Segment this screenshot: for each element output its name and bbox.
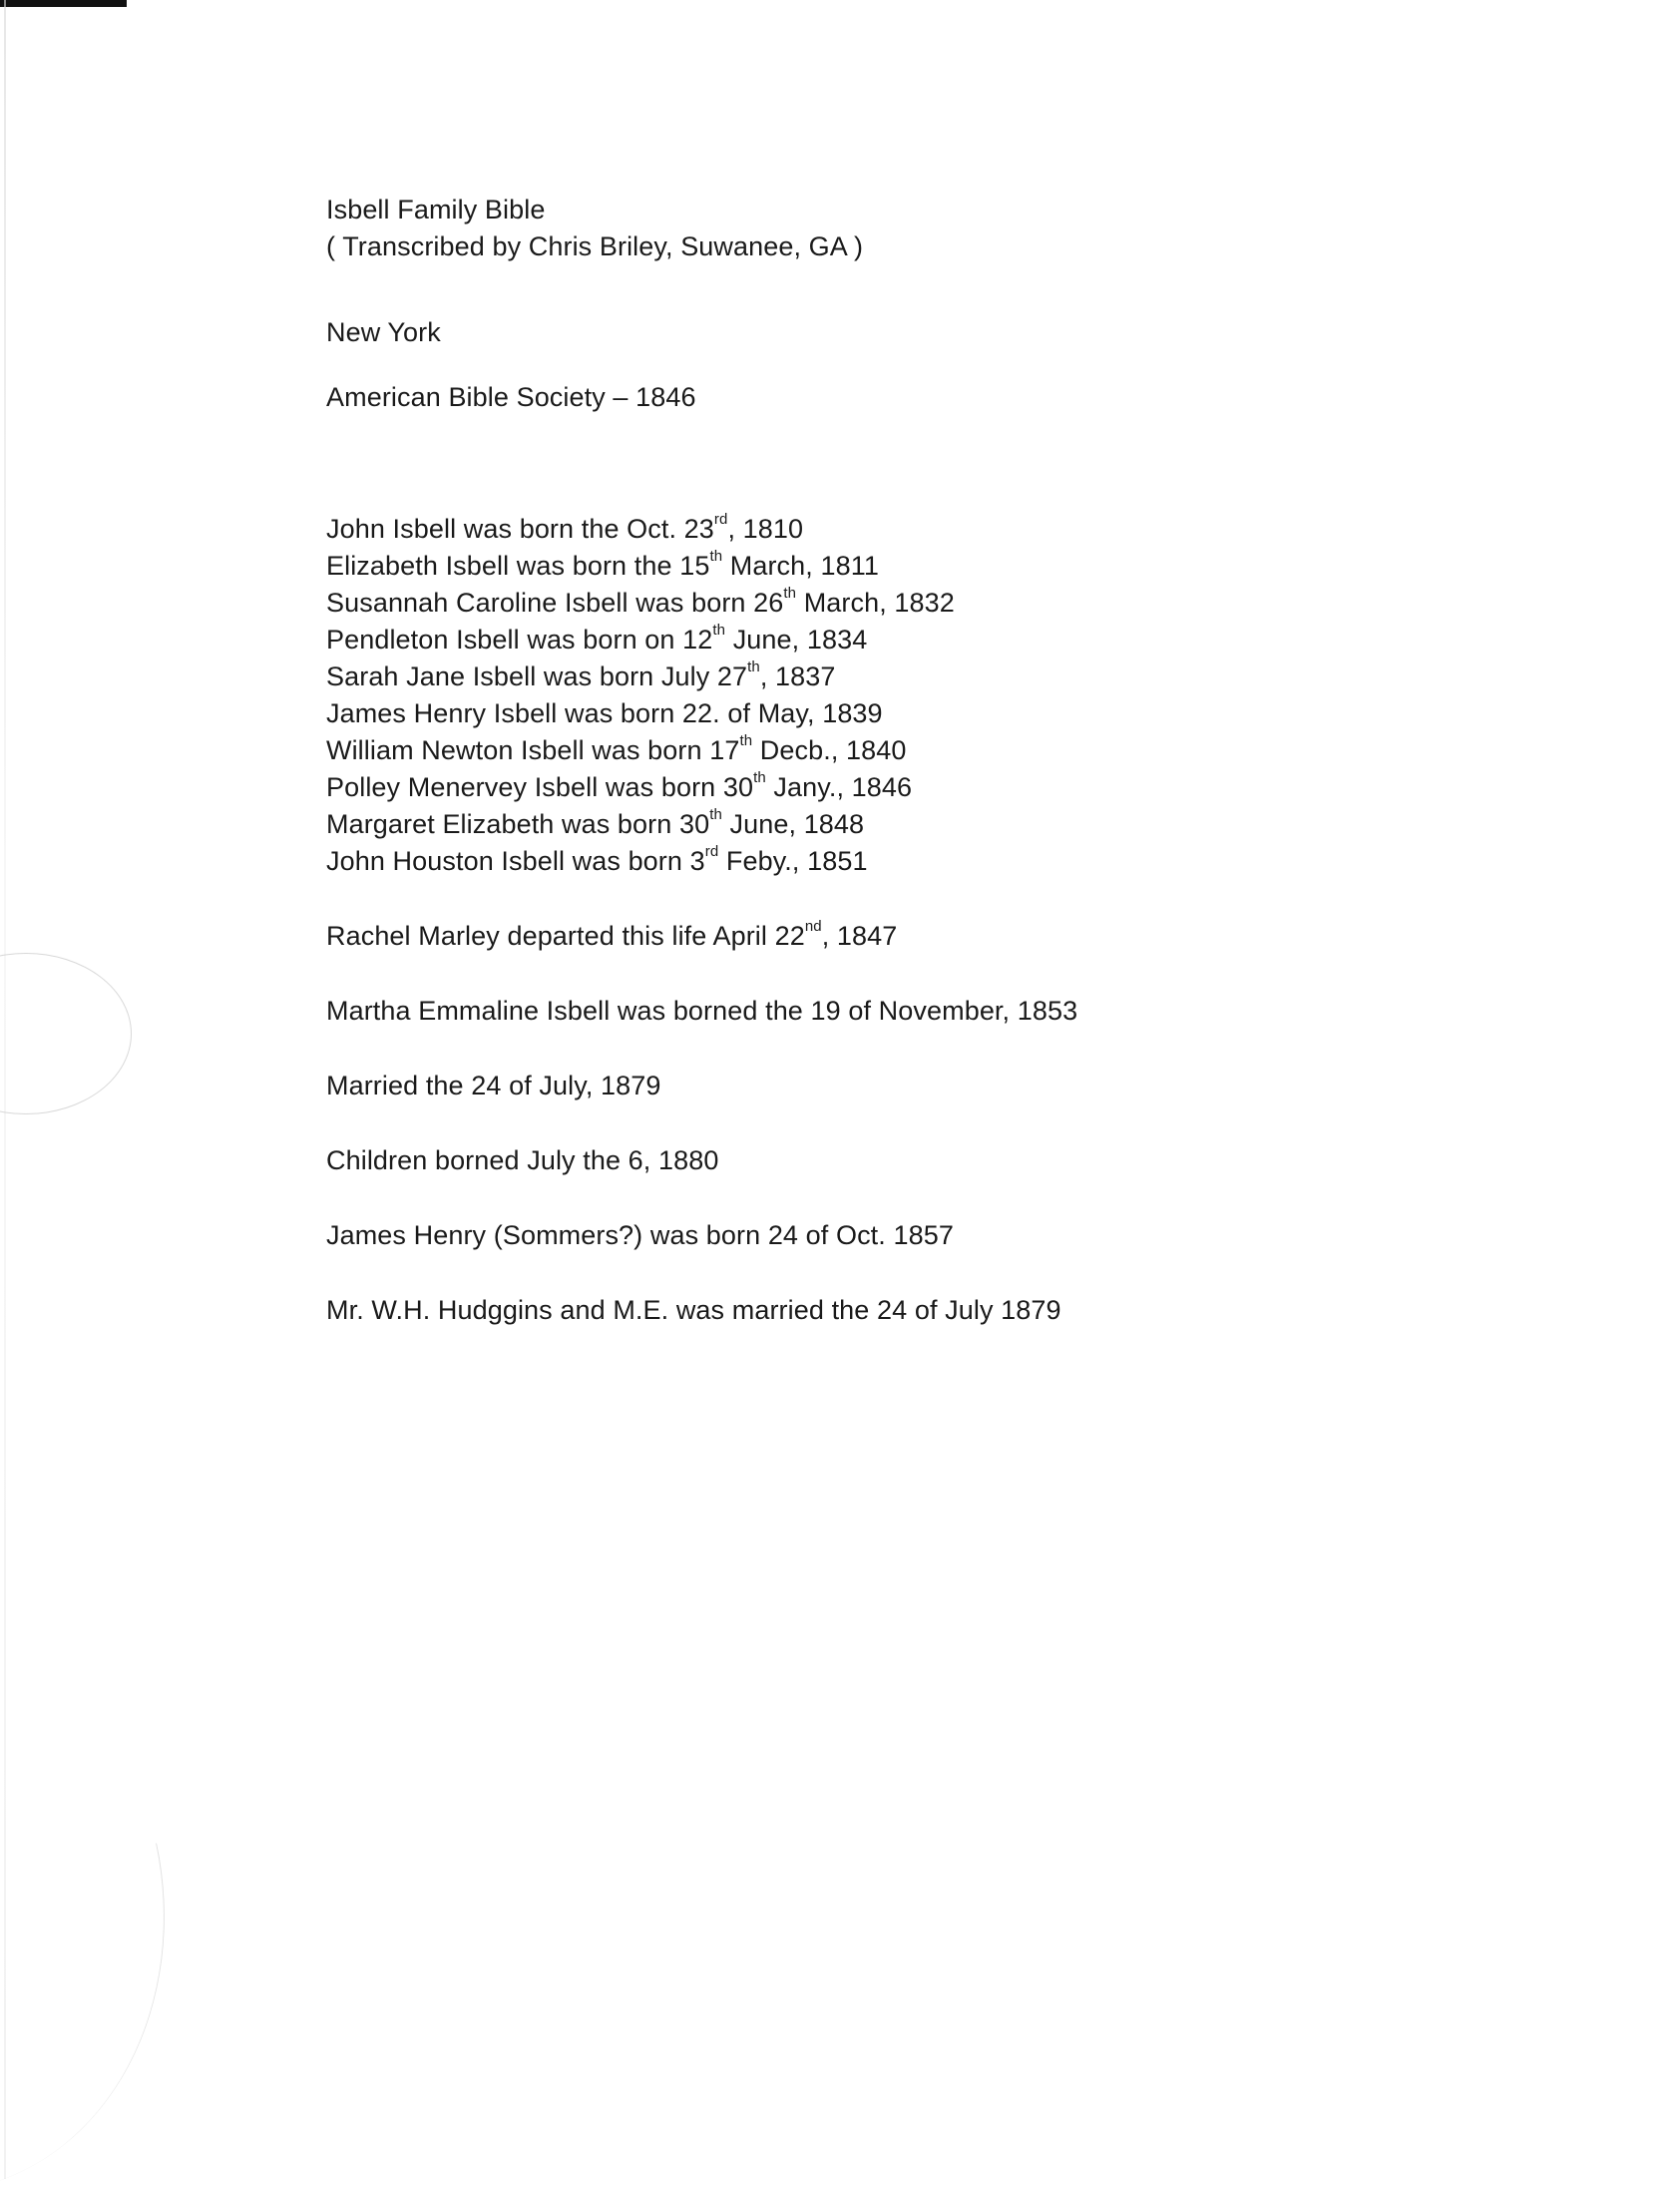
transcriber-credit: ( Transcribed by Chris Briley, Suwanee, GA ) [326,231,864,261]
birth-entry: William Newton Isbell was born 17th Decb., 1840 [326,732,907,765]
document-title: Isbell Family Bible [326,195,546,224]
publisher-line: American Bible Society – 1846 [326,382,696,412]
birth-entry: James Henry Isbell was born 22. of May, 1839 [326,698,883,728]
james-sommers-entry: James Henry (Sommers?) was born 24 of Oct. 1857 [326,1220,954,1250]
hudggins-marriage-entry: Mr. W.H. Hudggins and M.E. was married the 24 of July 1879 [326,1295,1061,1325]
paper-curl-shadow [0,1843,218,2188]
punch-hole-shadow [0,953,132,1114]
birth-entry: Elizabeth Isbell was born the 15th March, 1811 [326,548,879,581]
birth-entry: John Isbell was born the Oct. 23rd, 1810 [326,511,804,544]
birth-entry: Margaret Elizabeth was born 30th June, 1848 [326,806,865,839]
births-list [326,511,1523,880]
birth-entry: Pendleton Isbell was born on 12th June, 1834 [326,622,868,655]
birth-entry: John Houston Isbell was born 3rd Feby., 1851 [326,843,868,876]
death-entry: Rachel Marley departed this life April 22nd, 1847 [326,918,898,951]
martha-birth-entry: Martha Emmaline Isbell was borned the 19 of November, 1853 [326,996,1078,1026]
publication-place: New York [326,317,441,347]
birth-entry: Susannah Caroline Isbell was born 26th March, 1832 [326,585,955,618]
marriage-entry: Married the 24 of July, 1879 [326,1071,661,1100]
scan-corner-mark [0,0,127,7]
birth-entry: Polley Menervey Isbell was born 30th Jany., 1846 [326,769,913,802]
children-entry: Children borned July the 6, 1880 [326,1145,719,1175]
document-page [326,192,1523,1329]
birth-entry: Sarah Jane Isbell was born July 27th, 1837 [326,658,836,691]
